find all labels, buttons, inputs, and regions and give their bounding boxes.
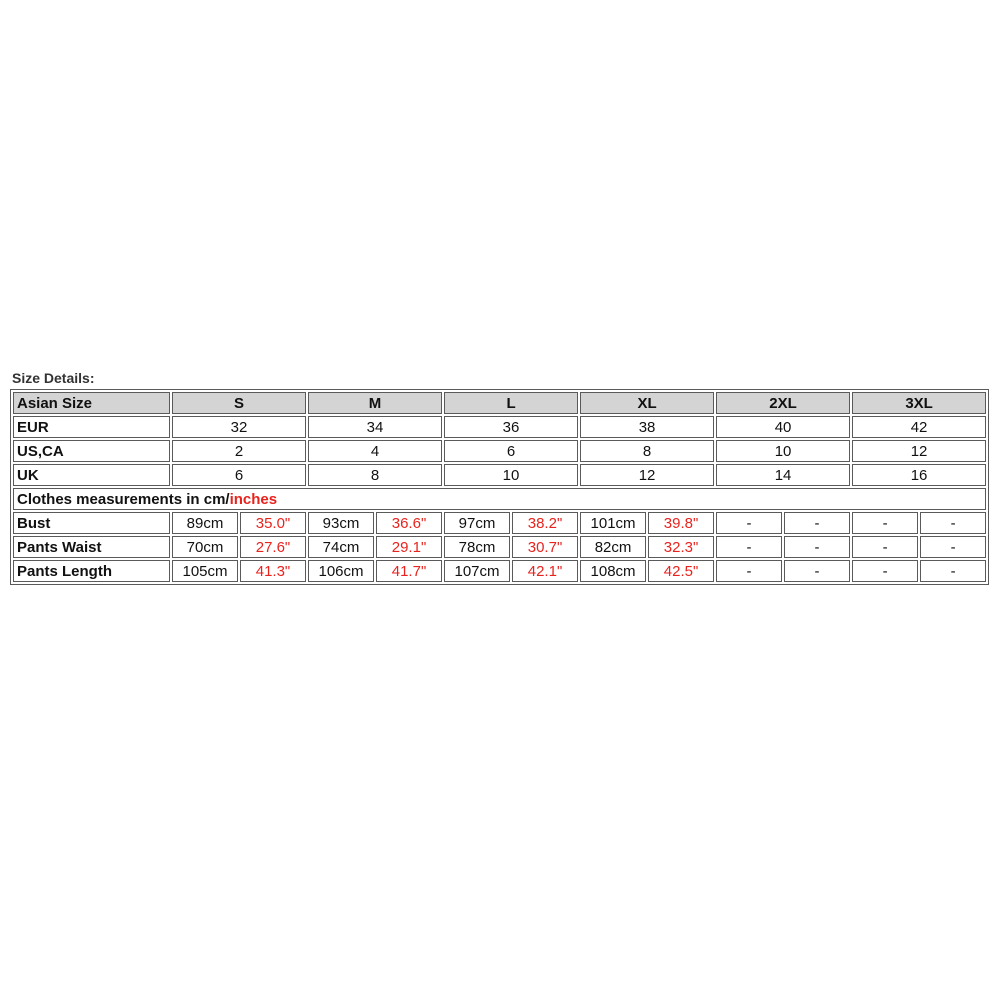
inch-cell: 39.8" — [648, 512, 714, 534]
cm-cell: 106cm — [308, 560, 374, 582]
row-label: US,CA — [13, 440, 170, 462]
measurement-row-pants-waist — [13, 536, 986, 558]
cm-cell: 101cm — [580, 512, 646, 534]
cm-cell: - — [852, 560, 918, 582]
cm-cell: - — [716, 560, 782, 582]
table-cell: 32 — [172, 416, 306, 438]
size-chart-table — [10, 389, 989, 585]
table-cell: 40 — [716, 416, 850, 438]
cm-cell: 93cm — [308, 512, 374, 534]
cm-cell: 105cm — [172, 560, 238, 582]
table-cell: 10 — [716, 440, 850, 462]
inch-cell: 29.1" — [376, 536, 442, 558]
inch-cell: - — [784, 536, 850, 558]
table-cell: 8 — [308, 464, 442, 486]
section-row — [13, 488, 986, 510]
row-label: EUR — [13, 416, 170, 438]
section-highlight: inches — [229, 490, 278, 508]
cm-cell: - — [716, 536, 782, 558]
inch-cell: - — [920, 536, 986, 558]
measurement-row-pants-length — [13, 560, 986, 582]
size-header-l: L — [444, 392, 578, 414]
size-header-2xl: 2XL — [716, 392, 850, 414]
row-label: Bust — [13, 512, 170, 534]
size-header-3xl: 3XL — [852, 392, 986, 414]
inch-cell: 32.3" — [648, 536, 714, 558]
size-header-s: S — [172, 392, 306, 414]
inch-cell: 27.6" — [240, 536, 306, 558]
inch-cell: 35.0" — [240, 512, 306, 534]
conversion-row-us-ca — [13, 440, 986, 462]
cm-cell: - — [852, 536, 918, 558]
inch-cell: 41.3" — [240, 560, 306, 582]
row-label: UK — [13, 464, 170, 486]
inch-cell: - — [784, 560, 850, 582]
table-cell: 38 — [580, 416, 714, 438]
table-cell: 42 — [852, 416, 986, 438]
table-cell: 36 — [444, 416, 578, 438]
table-cell: 16 — [852, 464, 986, 486]
section-heading — [13, 488, 986, 510]
inch-cell: - — [920, 560, 986, 582]
cm-cell: - — [716, 512, 782, 534]
table-cell: 14 — [716, 464, 850, 486]
table-cell: 12 — [580, 464, 714, 486]
header-label: Asian Size — [13, 392, 170, 414]
cm-cell: 78cm — [444, 536, 510, 558]
cm-cell: 97cm — [444, 512, 510, 534]
inch-cell: 41.7" — [376, 560, 442, 582]
table-cell: 12 — [852, 440, 986, 462]
row-label: Pants Waist — [13, 536, 170, 558]
size-header-xl: XL — [580, 392, 714, 414]
table-cell: 34 — [308, 416, 442, 438]
inch-cell: 38.2" — [512, 512, 578, 534]
cm-cell: - — [852, 512, 918, 534]
cm-cell: 108cm — [580, 560, 646, 582]
cm-cell: 74cm — [308, 536, 374, 558]
cm-cell: 107cm — [444, 560, 510, 582]
cm-cell: 82cm — [580, 536, 646, 558]
row-label: Pants Length — [13, 560, 170, 582]
inch-cell: 42.1" — [512, 560, 578, 582]
table-cell: 10 — [444, 464, 578, 486]
table-cell: 2 — [172, 440, 306, 462]
measurement-row-bust — [13, 512, 986, 534]
inch-cell: - — [784, 512, 850, 534]
page-title: Size Details: — [12, 370, 95, 386]
table-cell: 6 — [172, 464, 306, 486]
inch-cell: 30.7" — [512, 536, 578, 558]
table-cell: 8 — [580, 440, 714, 462]
inch-cell: 36.6" — [376, 512, 442, 534]
inch-cell: - — [920, 512, 986, 534]
conversion-row-uk — [13, 464, 986, 486]
table-cell: 6 — [444, 440, 578, 462]
table-cell: 4 — [308, 440, 442, 462]
size-header-m: M — [308, 392, 442, 414]
conversion-row-eur — [13, 416, 986, 438]
header-row — [13, 392, 986, 414]
cm-cell: 70cm — [172, 536, 238, 558]
cm-cell: 89cm — [172, 512, 238, 534]
section-prefix: Clothes measurements in cm/ — [17, 490, 230, 508]
inch-cell: 42.5" — [648, 560, 714, 582]
